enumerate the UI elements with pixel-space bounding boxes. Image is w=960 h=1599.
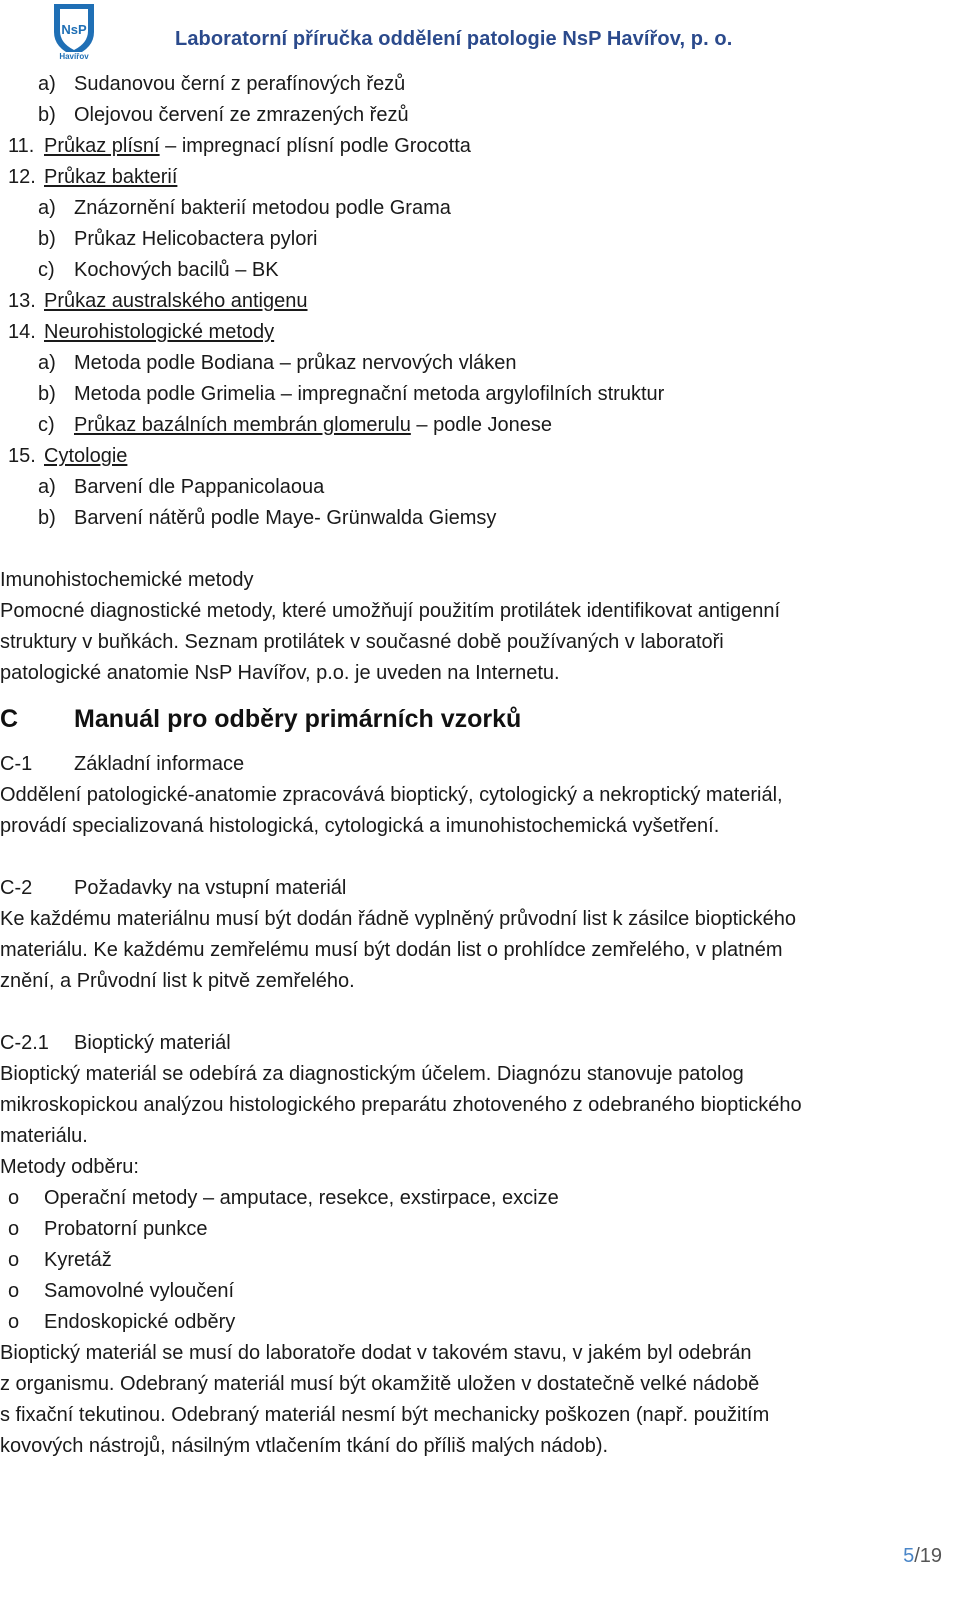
list-item-12: 12. Průkaz bakterií <box>8 166 178 188</box>
paragraph-line: z organismu. Odebraný materiál musí být okamžitě uložen v dostatečně velké nádobě <box>0 1373 760 1395</box>
list-item: a) Barvení dle Pappanicolaoua <box>38 476 325 498</box>
bullet-icon: o <box>8 1311 20 1333</box>
list-item-15: 15. Cytologie <box>8 445 128 467</box>
bullet-item: o Operační metody – amputace, resekce, exstirpace, excize <box>0 1183 960 1214</box>
paragraph-line: Pomocné diagnostické metody, které umožňují použitím protilátek identifikovat antigenní <box>0 600 781 622</box>
logo-text: NsP <box>61 22 87 37</box>
list-item: b) Barvení nátěrů podle Maye- Grünwalda Giemsy <box>38 507 497 529</box>
paragraph-line: patologické anatomie NsP Havířov, p.o. je uveden na Internetu. <box>0 662 560 684</box>
paragraph-line: mikroskopickou analýzou histologického preparátu zhotoveného z odebraného bioptického <box>0 1094 802 1116</box>
list-item: b) Olejovou červení ze zmrazených řezů <box>38 104 409 126</box>
section-heading-c2: C-2 Požadavky na vstupní materiál <box>0 877 347 899</box>
section-heading-c21: C-2.1 Bioptický materiál <box>0 1032 231 1054</box>
list-item: c) Průkaz bazálních membrán glomerulu – podle Jonese <box>38 414 553 436</box>
bullet-item: o Probatorní punkce <box>0 1214 960 1245</box>
bullet-item: o Endoskopické odběry <box>0 1307 960 1338</box>
section-heading-c1: C-1 Základní informace <box>0 753 245 775</box>
list-item: b) Průkaz Helicobactera pylori <box>38 228 318 250</box>
list-item-14: 14. Neurohistologické metody <box>8 321 275 343</box>
header-title: Laboratorní příručka oddělení patologie NsP Havířov, p. o. <box>175 28 733 50</box>
list-item: a) Znázornění bakterií metodou podle Grama <box>38 197 451 219</box>
list-item: a) Metoda podle Bodiana – průkaz nervových vláken <box>38 352 517 374</box>
document-body <box>0 69 960 1462</box>
paragraph-line: Oddělení patologické-anatomie zpracovává bioptický, cytologický a nekroptický materiál, <box>0 784 783 806</box>
paragraph-line: materiálu. Ke každému zemřelému musí být dodán list o prohlídce zemřelého, v platném <box>0 939 783 961</box>
logo-caption: Havířov <box>59 52 89 60</box>
paragraph-line: s fixační tekutinou. Odebraný materiál nesmí být mechanicky poškozen (např. použitím <box>0 1404 770 1426</box>
paragraph-line: materiálu. <box>0 1125 88 1147</box>
page-current: 5 <box>903 1545 915 1567</box>
methods-label: Metody odběru: <box>0 1156 139 1178</box>
bullet-icon: o <box>8 1249 20 1271</box>
list-item: c) Kochových bacilů – BK <box>38 259 279 281</box>
bullet-item: o Kyretáž <box>0 1245 960 1276</box>
bullet-icon: o <box>8 1218 20 1240</box>
bullet-icon: o <box>8 1280 20 1302</box>
bullet-item: o Samovolné vyloučení <box>0 1276 960 1307</box>
hospital-logo <box>48 0 100 60</box>
list-item: a) Sudanovou černí z perafínových řezů <box>38 73 406 95</box>
paragraph-line: znění, a Průvodní list k pitvě zemřelého. <box>0 970 355 992</box>
paragraph-line: Ke každému materiálnu musí být dodán řádně vyplněný průvodní list k zásilce bioptického <box>0 908 796 930</box>
chapter-heading: C Manuál pro odběry primárních vzorků <box>0 705 522 733</box>
list-item: b) Metoda podle Grimelia – impregnační metoda argylofilních struktur <box>38 383 665 405</box>
paragraph-line: Bioptický materiál se musí do laboratoře dodat v takovém stavu, v jakém byl odebrán <box>0 1342 752 1364</box>
page-header <box>0 0 960 62</box>
list-item-11: 11. Průkaz plísní – impregnací plísní podle Grocotta <box>8 135 471 157</box>
page-total: /19 <box>914 1545 942 1567</box>
paragraph-line: kovových nástrojů, násilným vtlačením tkání do příliš malých nádob). <box>0 1435 609 1457</box>
page-number <box>903 1545 942 1568</box>
paragraph-line: struktury v buňkách. Seznam protilátek v současné době používaných v laboratoři <box>0 631 724 653</box>
imuno-heading: Imunohistochemické metody <box>0 569 254 591</box>
paragraph-line: Bioptický materiál se odebírá za diagnostickým účelem. Diagnózu stanovuje patolog <box>0 1063 744 1085</box>
bullet-icon: o <box>8 1187 20 1209</box>
paragraph-line: provádí specializovaná histologická, cytologická a imunohistochemická vyšetření. <box>0 815 720 837</box>
list-item-13: 13. Průkaz australského antigenu <box>8 290 308 312</box>
